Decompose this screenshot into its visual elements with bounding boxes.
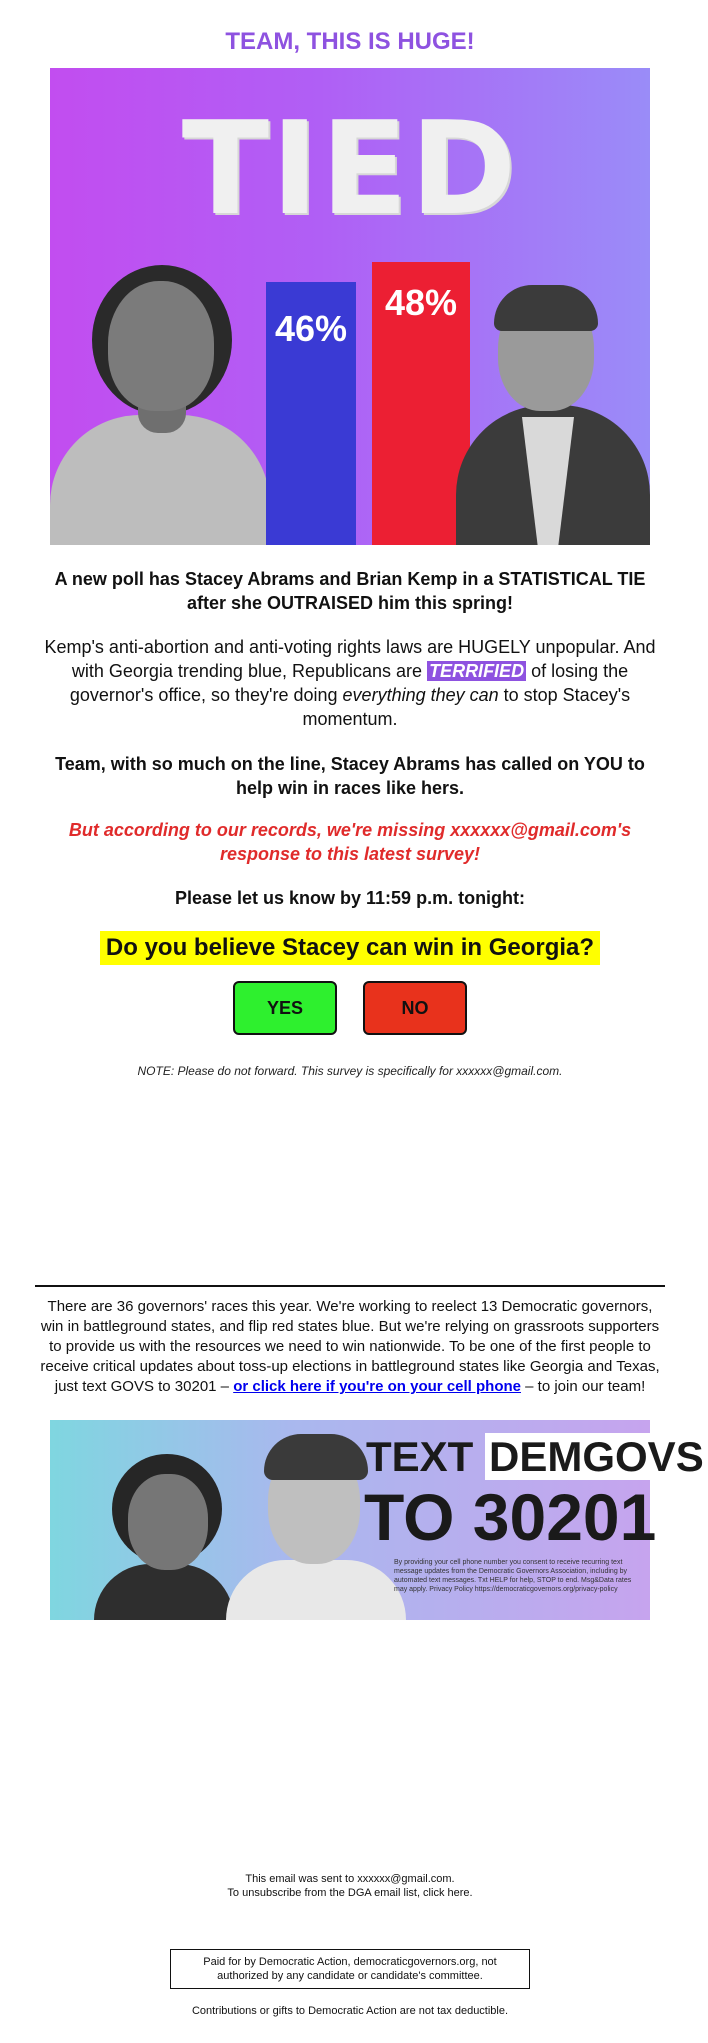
body-text-part1: Kemp's anti-abortion and anti-voting rights laws are HUGELY unpopular. And with Georgia trending blue, Republicans are: [44, 637, 656, 681]
paid-for-box: Paid for by Democratic Action, democraticgovernors.org, not authorized by any candidate or candidate's committee.: [170, 1949, 530, 1989]
banner-keyword: DEMGOVS: [485, 1433, 708, 1480]
banner-short-code: TO 30201: [364, 1480, 657, 1554]
banner-text-line: [366, 1433, 708, 1480]
governors-info-paragraph: [35, 1297, 665, 1397]
lead-paragraph: A new poll has Stacey Abrams and Brian Kemp in a STATISTICAL TIE after she OUTRAISED him this spring!: [54, 569, 646, 613]
survey-question: Do you believe Stacey can win in Georgia?: [100, 931, 600, 965]
body-text-part2: of losing the governor's office, so they're doing: [69, 661, 629, 705]
banner-text-word: TEXT: [366, 1433, 474, 1480]
info-end-text: – to join our team!: [521, 1378, 646, 1395]
no-button[interactable]: NO: [363, 981, 467, 1035]
left-poll-percent: 46%: [274, 308, 348, 349]
forward-note: NOTE: Please do not forward. This survey is specifically for xxxxxx@gmail.com.: [137, 1064, 563, 1078]
banner-person-left: [94, 1440, 234, 1620]
headline: TEAM, THIS IS HUGE!: [225, 28, 475, 55]
body-text-italic: everything they can: [342, 685, 499, 705]
yes-button[interactable]: YES: [233, 981, 337, 1035]
tied-word: TIED: [181, 95, 519, 244]
hero-image[interactable]: [50, 68, 650, 545]
left-poll-bar: [266, 282, 356, 545]
unsubscribe-link[interactable]: To unsubscribe from the DGA email list, click here.: [227, 1887, 473, 1899]
right-poll-percent: 48%: [384, 282, 458, 323]
section-divider: [35, 1285, 665, 1287]
call-to-action-paragraph: Team, with so much on the line, Stacey Abrams has called on YOU to help win in races like hers.: [55, 754, 645, 798]
missing-response-notice: But according to our records, we're missing xxxxxx@gmail.com's response to this latest survey!: [68, 820, 632, 864]
terrified-highlight: TERRIFIED: [429, 661, 525, 681]
sent-to-text: This email was sent to xxxxxx@gmail.com.: [245, 1873, 455, 1885]
tax-disclaimer: Contributions or gifts to Democratic Action are not tax deductible.: [191, 2005, 509, 2017]
right-candidate-photo: [450, 285, 650, 545]
banner-fine-print: By providing your cell phone number you consent to receive recurring text message updates from the Democratic Governors Association, including by automated text messages. Txt HELP for help, STOP to end. Msg&Data rates may apply. Privacy Policy https://democraticgovernors.org/privacy-policy: [394, 1559, 632, 1593]
info-text: There are 36 governors' races this year. We're working to reelect 13 Democratic governors, win in battleground states, and flip red states blue. But we're relying on grassroots supporters to provide us with the resources we need to win nationwide. To be one of the first people to receive critical updates about toss-up elections in battleground states like Georgia and Texas, just text GOVS to 30201 –: [40, 1298, 660, 1395]
body-text-part3: to stop Stacey's momentum.: [302, 685, 631, 729]
survey-question-wrap: [35, 931, 665, 965]
left-candidate-photo: [50, 265, 270, 545]
footer-email-info: [35, 1872, 665, 1900]
cell-phone-link[interactable]: or click here if you're on your cell phone: [233, 1378, 521, 1395]
deadline-text: Please let us know by 11:59 p.m. tonight:: [174, 888, 526, 908]
body-paragraph: [35, 635, 665, 731]
text-demgovs-banner[interactable]: [50, 1420, 704, 1620]
